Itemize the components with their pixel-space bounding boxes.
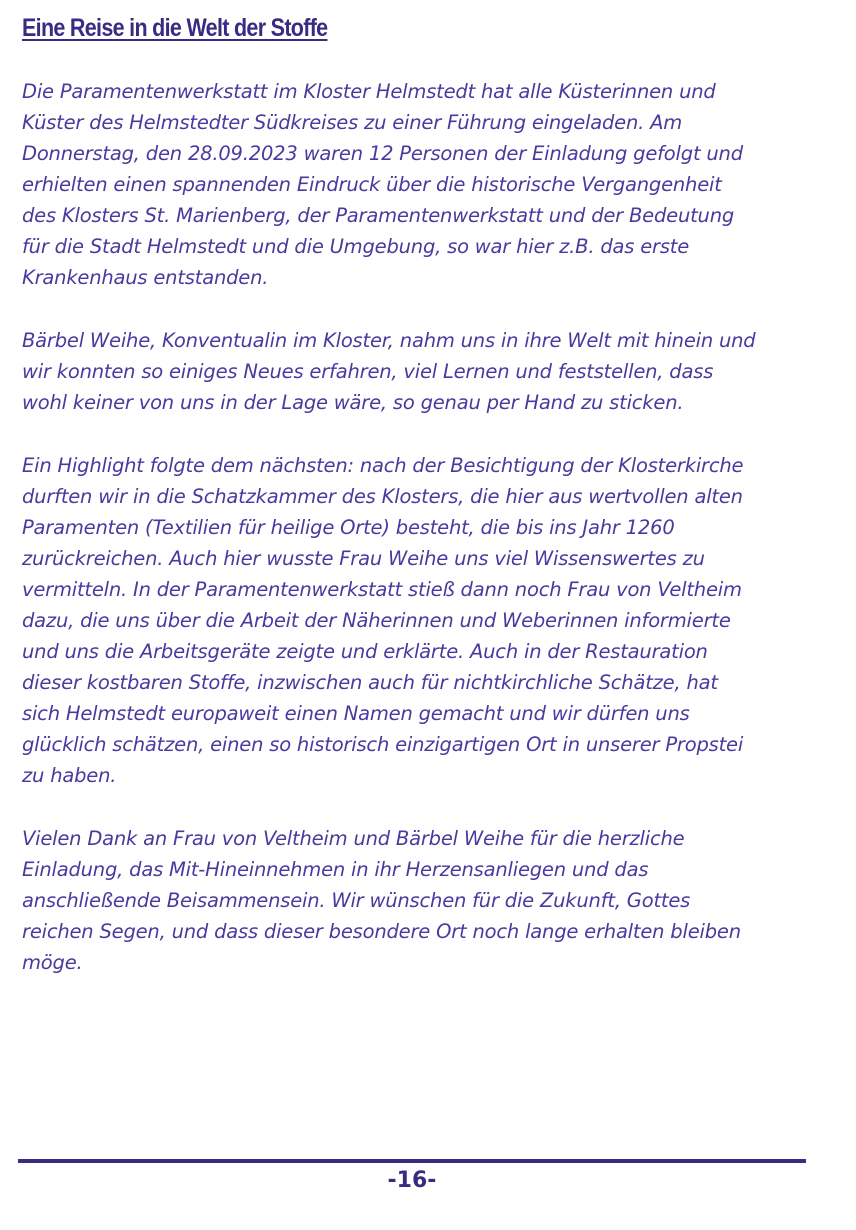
article-body bbox=[22, 76, 832, 1010]
text-line: Bärbel Weihe, Konventualin im Kloster, nahm uns in ihre Welt mit hinein und bbox=[22, 329, 756, 352]
text-line: und uns die Arbeitsgeräte zeigte und erklärte. Auch in der Restauration bbox=[22, 640, 708, 663]
text-line: des Klosters St. Marienberg, der Paramentenwerkstatt und der Bedeutung bbox=[22, 204, 735, 227]
text-line: wir konnten so einiges Neues erfahren, viel Lernen und feststellen, dass bbox=[22, 360, 714, 383]
page-title: Eine Reise in die Welt der Stoffe bbox=[22, 14, 328, 42]
text-line: für die Stadt Helmstedt und die Umgebung, so war hier z.B. das erste bbox=[22, 235, 690, 258]
text-line: glücklich schätzen, einen so historisch einzigartigen Ort in unserer Propstei bbox=[22, 733, 744, 756]
text-line: Die Paramentenwerkstatt im Kloster Helmstedt hat alle Küsterinnen und bbox=[22, 80, 716, 103]
text-line: zurückreichen. Auch hier wusste Frau Weihe uns viel Wissenswertes zu bbox=[22, 547, 705, 570]
text-line: vermitteln. In der Paramentenwerkstatt stieß dann noch Frau von Veltheim bbox=[22, 578, 742, 601]
text-line: zu haben. bbox=[22, 764, 117, 787]
paragraph-2 bbox=[22, 325, 832, 418]
text-line: Vielen Dank an Frau von Veltheim und Bärbel Weihe für die herzliche bbox=[22, 827, 685, 850]
text-line: erhielten einen spannenden Eindruck über die historische Vergangenheit bbox=[22, 173, 722, 196]
text-line: Ein Highlight folgte dem nächsten: nach der Besichtigung der Klosterkirche bbox=[22, 454, 744, 477]
paragraph-3 bbox=[22, 450, 832, 791]
text-line: reichen Segen, und dass dieser besondere Ort noch lange erhalten bleiben bbox=[22, 920, 741, 943]
text-line: dieser kostbaren Stoffe, inzwischen auch für nichtkirchliche Schätze, hat bbox=[22, 671, 718, 694]
paragraph-4 bbox=[22, 823, 832, 978]
text-line: anschließende Beisammensein. Wir wünschen für die Zukunft, Gottes bbox=[22, 889, 691, 912]
text-line: Küster des Helmstedter Südkreises zu einer Führung eingeladen. Am bbox=[22, 111, 683, 134]
text-line: Paramenten (Textilien für heilige Orte) besteht, die bis ins Jahr 1260 bbox=[22, 516, 675, 539]
text-line: dazu, die uns über die Arbeit der Näherinnen und Weberinnen informierte bbox=[22, 609, 731, 632]
text-line: sich Helmstedt europaweit einen Namen gemacht und wir dürfen uns bbox=[22, 702, 690, 725]
page-number: -16- bbox=[387, 1168, 437, 1193]
text-line: Krankenhaus entstanden. bbox=[22, 266, 269, 289]
text-line: durften wir in die Schatzkammer des Klosters, die hier aus wertvollen alten bbox=[22, 485, 743, 508]
text-line: Donnerstag, den 28.09.2023 waren 12 Personen der Einladung gefolgt und bbox=[22, 142, 743, 165]
text-line: Einladung, das Mit-Hineinnehmen in ihr Herzensanliegen und das bbox=[22, 858, 649, 881]
paragraph-1 bbox=[22, 76, 832, 293]
text-line: möge. bbox=[22, 951, 83, 974]
footer-divider bbox=[18, 1159, 806, 1163]
text-line: wohl keiner von uns in der Lage wäre, so genau per Hand zu sticken. bbox=[22, 391, 684, 414]
